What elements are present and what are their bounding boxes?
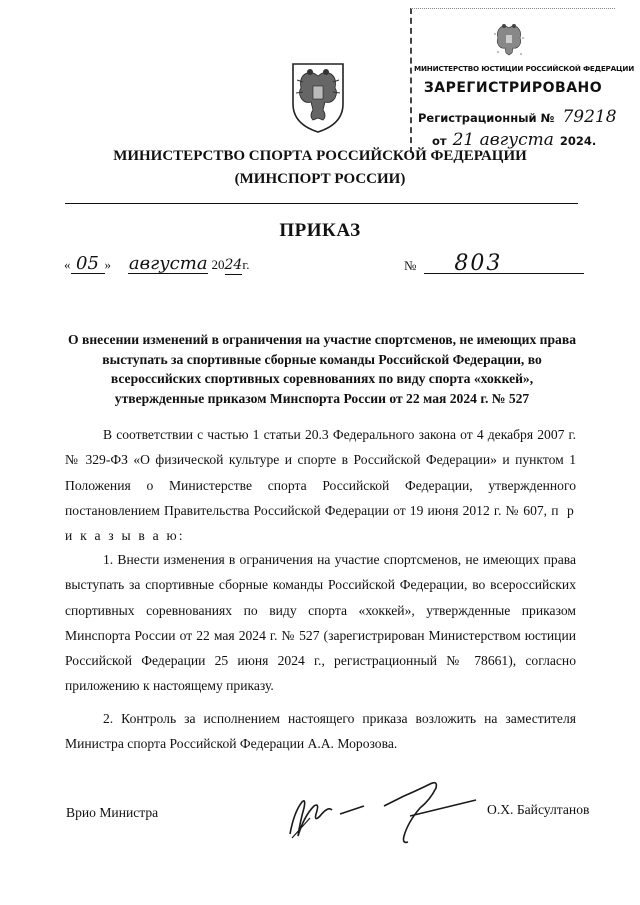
stamp-reg-label: Регистрационный № [418, 111, 555, 125]
order-year-suffix: 24 [224, 257, 243, 273]
header-divider [65, 203, 578, 204]
signatory-name: О.Х. Байсултанов [487, 802, 590, 817]
ministry-title: МИНИСТЕРСТВО СПОРТА РОССИЙСКОЙ ФЕДЕРАЦИИ [113, 148, 527, 164]
stamp-date-year: 2024. [559, 134, 597, 148]
order-year-unit: г. [242, 257, 250, 272]
preamble-command: п р и к а з ы в а ю: [65, 502, 576, 544]
order-number-label: № [404, 258, 417, 273]
item-1-paragraph [65, 547, 576, 699]
registration-stamp [410, 8, 635, 153]
date-quote-close: » [104, 257, 111, 272]
stamp-registration-line [418, 107, 617, 127]
item-2-text: 2. Контроль за исполнением настоящего приказа возложить на заместителя Министра спорта Российской Федерации А.А. Морозова. [65, 711, 576, 752]
order-date [64, 255, 249, 275]
ministry-short-name: (МИНСПОРТ РОССИИ) [234, 171, 406, 187]
stamp-ministry-label: МИНИСТЕРСТВО ЮСТИЦИИ РОССИЙСКОЙ ФЕДЕРАЦИИ [414, 64, 635, 73]
coat-of-arms-icon [289, 58, 347, 134]
date-quote-open: « [64, 257, 71, 272]
item-2-paragraph [65, 706, 576, 757]
document-type: ПРИКАЗ [279, 220, 361, 241]
signatory-position: Врио Министра [66, 805, 159, 820]
preamble-text: В соответствии с частью 1 статьи 20.3 Федерального закона от 4 декабря 2007 г. № 329-ФЗ «О физической культуре и спорте в Российской Федерации» и пунктом 1 Положения о Министерстве спорта Российской Федерации, утвержденного постановлением Правительства Российской Федерации от 19 июня 2012 г. № 607, [65, 427, 576, 518]
order-day: 05 [71, 255, 105, 274]
order-year-prefix: 20 [211, 257, 225, 272]
order-month: августа [128, 253, 208, 274]
handwritten-signature [280, 772, 480, 852]
stamp-date-prefix: от [432, 134, 447, 148]
preamble-paragraph [65, 422, 576, 548]
order-title: О внесении изменений в ограничения на участие спортсменов, не имеющих права выступать за спортивные сборные команды Российской Федерации, во всероссийских спортивных соревнованиях по виду спорта «хоккей», утвержденные приказом Минспорта России от 22 мая 2024 г. № 527 [68, 332, 576, 407]
stamp-date-line [432, 130, 596, 150]
stamp-reg-number: 79218 [562, 107, 617, 127]
stamp-date-day-month: 21 августа [452, 130, 554, 150]
stamp-emblem-icon [492, 20, 526, 60]
order-number [404, 251, 584, 276]
item-1-text: 1. Внести изменения в ограничения на участие спортсменов, не имеющих права выступать за спортивные сборные команды Российской Федерации, во всероссийских спортивных соревнованиях по виду спорта «хоккей», утвержденные приказом Минспорта России от 22 мая 2024 г. № 527 (зарегистрирован Министерством юстиции Российской Федерации 25 июня 2024 г., регистрационный № 78661), согласно приложению к настоящему приказу. [65, 552, 576, 694]
order-number-value: 803 [424, 255, 584, 274]
stamp-status: ЗАРЕГИСТРИРОВАНО [423, 80, 603, 96]
